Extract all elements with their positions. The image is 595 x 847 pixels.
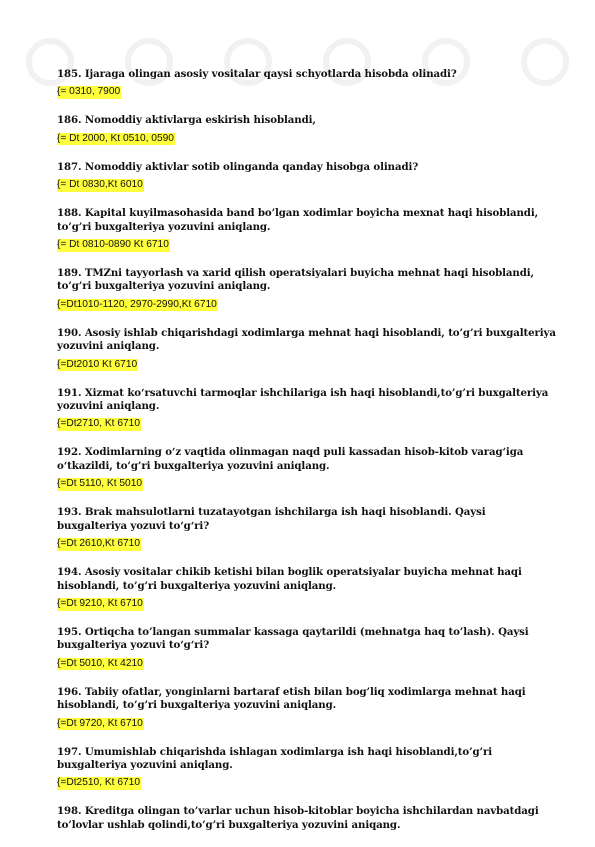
question-text: 195. Ortiqcha to’langan summalar kassaga qaytarildi (mehnatga haq to’lash). Qaysi buxgalteriya yozuvi to‘g‘ri? (57, 625, 529, 652)
question-text: 192. Xodimlarning o‘z vaqtida olinmagan naqd puli kassadan hisob-kitob varag‘iga o‘tkazildi, to’g’ri buxgalteriya yozuvini aniqlang. (57, 446, 524, 472)
question-item (57, 207, 557, 252)
question-text: 186. Nomoddiy aktivlarga eskirish hisoblandi, (57, 114, 316, 127)
question-text: 197. Umumishlab chiqarishda ishlagan xodimlarga ish haqi hisoblandi,to’g’ri buxgalteriya yozuvini aniqlang. (57, 745, 493, 771)
answer-highlight: {=Dt 9210, Kt 6710 (57, 597, 143, 609)
question-text: 187. Nomoddiy aktivlar sotib olinganda qanday hisobga olinadi? (57, 160, 419, 173)
document-page (57, 68, 557, 847)
answer-highlight: {= Dt 0830,Kt 6010 (57, 179, 143, 191)
question-item (57, 387, 557, 432)
question-text: 191. Xizmat ko‘rsatuvchi tarmoqlar ishchilariga ish haqi hisoblandi,to’g’ri buxgalteriya yozuvini aniqlang. (57, 386, 549, 413)
question-text: 185. Ijaraga olingan asosiy vositalar qaysi schyotlarda hisobda olinadi? (57, 68, 457, 80)
answer-highlight: {=Dt2510, Kt 6710 (57, 777, 140, 789)
question-item (57, 267, 557, 312)
answer-highlight: {=Dt 9720, Kt 6710 (57, 717, 143, 729)
question-item (57, 506, 557, 551)
answer-highlight: {=Dt2710, Kt 6710 (57, 418, 140, 430)
question-text: 196. Tabiiy ofatlar, yonginlarni bartaraf etish bilan bog’liq xodimlarga mehnat haqi hisoblandi, to’g’ri buxgalteriya yozuvini aniqlang. (57, 685, 526, 712)
question-item (57, 327, 557, 372)
question-item (57, 805, 557, 832)
answer-highlight: {= Dt 2000, Kt 0510, 0590 (57, 132, 174, 144)
question-item (57, 686, 557, 731)
question-item (57, 446, 557, 491)
question-item (57, 566, 557, 611)
answer-highlight: {=Dt1010-1120, 2970-2990,Kt 6710 (57, 298, 217, 310)
question-item (57, 114, 557, 145)
answer-highlight: {=Dt 5010, Kt 4210 (57, 657, 143, 669)
question-item (57, 68, 557, 99)
question-text: 189. TMZni tayyorlash va xarid qilish operatsiyalari buyicha mehnat haqi hisoblandi, to’g’ri buxgalteriya yozuvini aniqlang. (57, 267, 534, 293)
answer-highlight: {= 0310, 7900 (57, 86, 121, 98)
answer-highlight: {=Dt2010 Kt 6710 (57, 358, 138, 370)
question-text: 190. Asosiy ishlab chiqarishdagi xodimlarga mehnat haqi hisoblandi, to’g’ri buxgalteriya yozuvini aniqlang. (57, 326, 556, 353)
question-item (57, 626, 557, 671)
answer-highlight: {=Dt 2610,Kt 6710 (57, 538, 140, 550)
answer-highlight: {=Dt 5110, Kt 5010 (57, 478, 143, 490)
question-item (57, 161, 557, 192)
question-text: 198. Kreditga olingan to’varlar uchun hisob-kitoblar boyicha ishchilardan navbatdagi to’lovlar ushlab qolindi,to’g’ri buxgalteriya yozuvini aniqang. (57, 805, 539, 831)
question-text: 193. Brak mahsulotlarni tuzatayotgan ishchilarga ish haqi hisoblandi. Qaysi buxgalteriya yozuvi to‘g‘ri? (57, 506, 486, 532)
answer-highlight: {= Dt 0810-0890 Kt 6710 (57, 239, 169, 251)
question-text: 194. Asosiy vositalar chikib ketishi bilan boglik operatsiyalar buyicha mehnat haqi hisoblandi, to’g’ri buxgalteriya yozuvini aniqlang. (57, 566, 522, 592)
question-text: 188. Kapital kuyilmasohasida band bo’lgan xodimlar boyicha mexnat haqi hisoblandi, to’g’ri buxgalteriya yozuvini aniqlang. (57, 207, 539, 233)
question-item (57, 746, 557, 791)
